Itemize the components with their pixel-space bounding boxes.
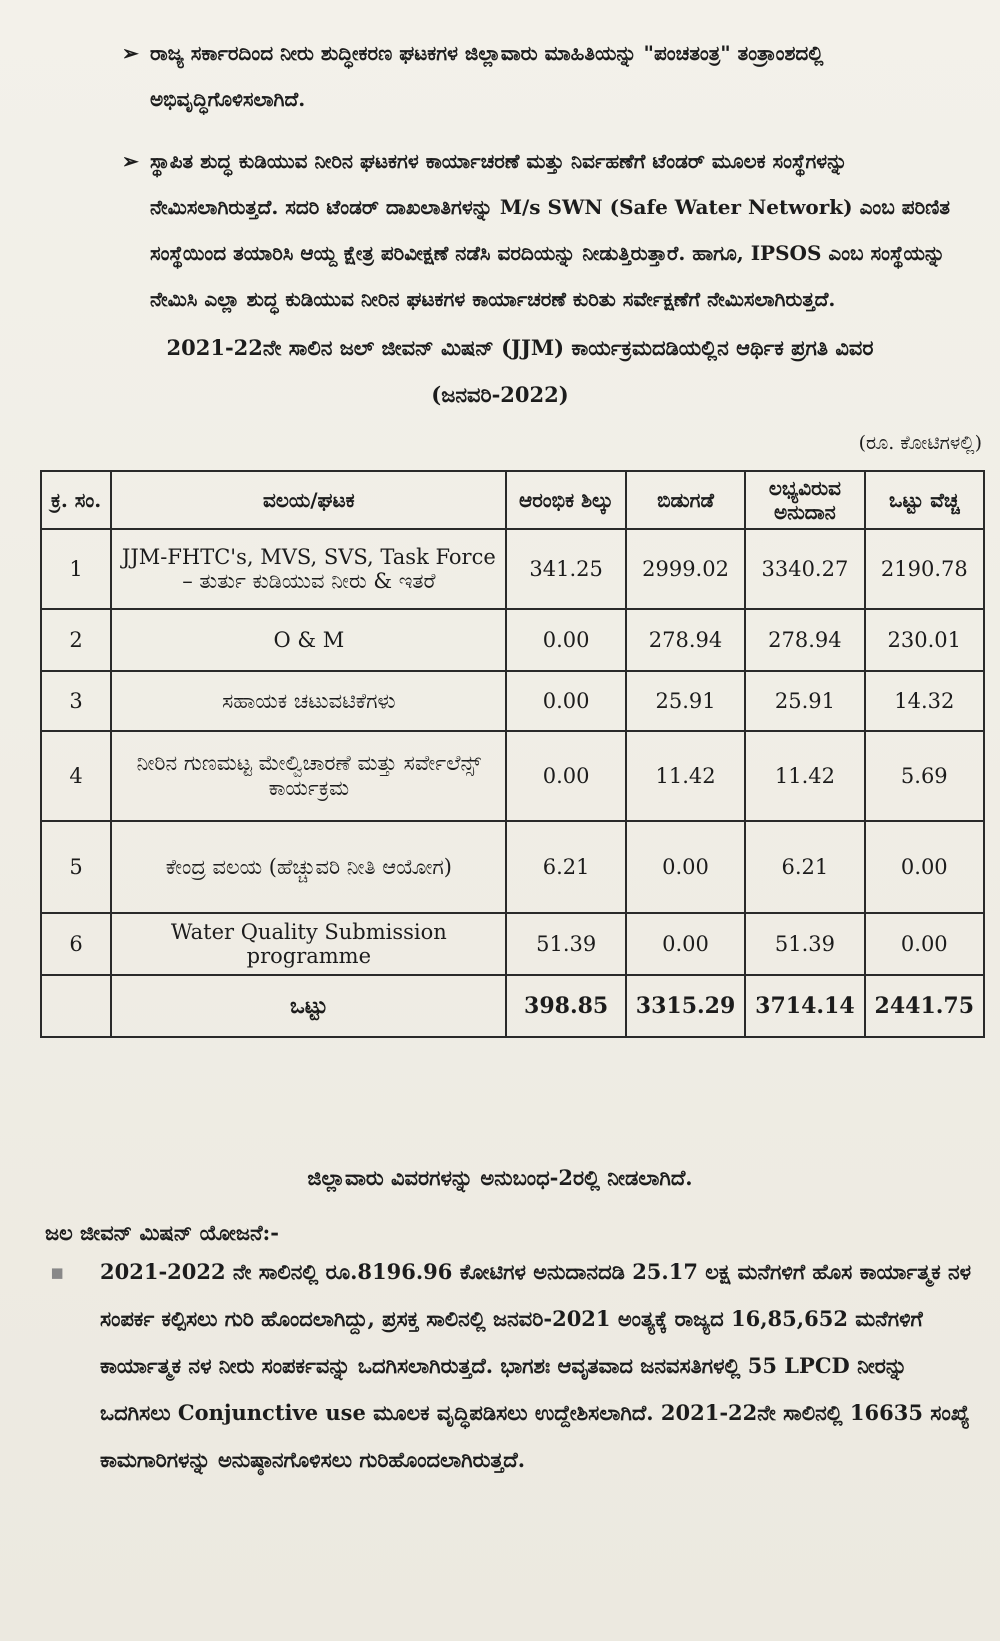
cell-sl-no: 1 xyxy=(41,529,111,609)
cell-total-expenditure: 14.32 xyxy=(865,671,984,731)
financial-progress-table xyxy=(40,470,985,1038)
cell-total-expenditure: 2190.78 xyxy=(865,529,984,609)
cell-available-grant: 278.94 xyxy=(745,609,864,671)
cell-available-grant: 25.91 xyxy=(745,671,864,731)
cell-sector: ನೀರಿನ ಗುಣಮಟ್ಟ ಮೇಲ್ವಿಚಾರಣೆ ಮತ್ತು ಸರ್ವೇಲೆನ್ಸ್ ಕಾರ್ಯಕ್ರಮ xyxy=(111,731,506,821)
square-bullet-icon: ▪ xyxy=(50,1259,65,1284)
table-total-row xyxy=(41,975,984,1037)
header-sector: ವಲಯ/ಘಟಕ xyxy=(111,471,506,529)
header-opening-balance: ಆರಂಭಿಕ ಶಿಲ್ಕು xyxy=(506,471,625,529)
cell-sector: O & M xyxy=(111,609,506,671)
header-total-expenditure: ಒಟ್ಟು ವೆಚ್ಚ xyxy=(865,471,984,529)
header-sl-no: ಕ್ರ. ಸಂ. xyxy=(41,471,111,529)
cell-sl-no xyxy=(41,975,111,1037)
cell-total-expenditure: 5.69 xyxy=(865,731,984,821)
table-subheading: (ಜನವರಿ-2022) xyxy=(431,382,569,407)
cell-sector: Water Quality Submission programme xyxy=(111,913,506,975)
arrow-bullet-icon: ➢ xyxy=(122,41,139,65)
bullet-item xyxy=(122,30,980,122)
cell-release: 0.00 xyxy=(626,821,745,913)
cell-release: 278.94 xyxy=(626,609,745,671)
cell-release: 2999.02 xyxy=(626,529,745,609)
table-row xyxy=(41,731,984,821)
cell-opening-balance: 0.00 xyxy=(506,609,625,671)
cell-available-grant: 11.42 xyxy=(745,731,864,821)
arrow-bullet-icon: ➢ xyxy=(122,149,139,173)
table-row xyxy=(41,671,984,731)
cell-release: 11.42 xyxy=(626,731,745,821)
cell-sl-no: 4 xyxy=(41,731,111,821)
cell-total-expenditure: 0.00 xyxy=(865,913,984,975)
section-title: ಜಲ ಜೀವನ್ ಮಿಷನ್ ಯೋಜನೆ:- xyxy=(45,1220,280,1245)
bullet-text: ರಾಜ್ಯ ಸರ್ಕಾರದಿಂದ ನೀರು ಶುದ್ಧೀಕರಣ ಘಟಕಗಳ ಜಿಲ್ಲಾವಾರು ಮಾಹಿತಿಯನ್ನು "ಪಂಚತಂತ್ರ" ತಂತ್ರಾಂಶದಲ್ಲಿ ಅಭಿವೃದ್ಧಿಗೊಳಿಸಲಾಗಿದೆ. xyxy=(150,41,824,111)
cell-opening-balance: 0.00 xyxy=(506,671,625,731)
cell-sector: ಸಹಾಯಕ ಚಟುವಟಿಕೆಗಳು xyxy=(111,671,506,731)
table-heading: 2021-22ನೇ ಸಾಲಿನ ಜಲ್ ಜೀವನ್ ಮಿಷನ್ (JJM) ಕಾರ್ಯಕ್ರಮದಡಿಯಲ್ಲಿನ ಆರ್ಥಿಕ ಪ್ರಗತಿ ವಿವರ xyxy=(166,335,874,360)
cell-sl-no: 6 xyxy=(41,913,111,975)
cell-opening-balance: 0.00 xyxy=(506,731,625,821)
cell-available-grant: 51.39 xyxy=(745,913,864,975)
cell-total-opening-balance: 398.85 xyxy=(506,975,625,1037)
cell-total-expenditure: 0.00 xyxy=(865,821,984,913)
cell-release: 25.91 xyxy=(626,671,745,731)
table-row xyxy=(41,609,984,671)
cell-release: 0.00 xyxy=(626,913,745,975)
cell-total-label: ಒಟ್ಟು xyxy=(111,975,506,1037)
cell-total-available-grant: 3714.14 xyxy=(745,975,864,1037)
bullet-item xyxy=(122,138,980,322)
unit-label: (ರೂ. ಕೋಟಿಗಳಲ್ಲಿ) xyxy=(858,432,982,454)
cell-opening-balance: 51.39 xyxy=(506,913,625,975)
cell-sl-no: 3 xyxy=(41,671,111,731)
cell-sl-no: 5 xyxy=(41,821,111,913)
table-header-row xyxy=(41,471,984,529)
paragraph-text: 2021-2022 ನೇ ಸಾಲಿನಲ್ಲಿ ರೂ.8196.96 ಕೋಟಿಗಳ ಅನುದಾನದಡಿ 25.17 ಲಕ್ಷ ಮನೆಗಳಿಗೆ ಹೊಸ ಕಾರ್ಯಾತ್ಮಕ ನಳ ಸಂಪರ್ಕ ಕಲ್ಪಿಸಲು ಗುರಿ ಹೊಂದಲಾಗಿದ್ದು, ಪ್ರಸಕ್ತ ಸಾಲಿನಲ್ಲಿ ಜನವರಿ-2021 ಅಂತ್ಯಕ್ಕೆ ರಾಜ್ಯದ 16,85,652 ಮನೆಗಳಿಗೆ ಕಾರ್ಯಾತ್ಮಕ ನಳ ನೀರು ಸಂಪರ್ಕವನ್ನು ಒದಗಿಸಲಾಗಿರುತ್ತದೆ. ಭಾಗಶಃ ಆವೃತವಾದ ಜನವಸತಿಗಳಲ್ಲಿ 55 LPCD ನೀರನ್ನು ಒದಗಿಸಲು Conjunctive use ಮೂಲಕ ವೃದ್ಧಿಪಡಿಸಲು ಉದ್ದೇಶಿಸಲಾಗಿದೆ. 2021-22ನೇ ಸಾಲಿನಲ್ಲಿ 16635 ಸಂಖ್ಯೆ ಕಾಮಗಾರಿಗಳನ್ನು ಅನುಷ್ಠಾನಗೊಳಿಸಲು ಗುರಿಹೊಂದಲಾಗಿರುತ್ತದೆ. xyxy=(100,1259,972,1472)
table-row xyxy=(41,913,984,975)
cell-total-release: 3315.29 xyxy=(626,975,745,1037)
cell-total-expenditure: 230.01 xyxy=(865,609,984,671)
annexure-note: ಜಿಲ್ಲಾವಾರು ವಿವರಗಳನ್ನು ಅನುಬಂಧ-2ರಲ್ಲಿ ನೀಡಲಾಗಿದೆ. xyxy=(307,1165,693,1190)
cell-opening-balance: 6.21 xyxy=(506,821,625,913)
table-row xyxy=(41,821,984,913)
cell-sector: JJM-FHTC's, MVS, SVS, Task Force – ತುರ್ತು ಕುಡಿಯುವ ನೀರು & ಇತರೆ xyxy=(111,529,506,609)
header-available-grant: ಲಭ್ಯವಿರುವ ಅನುದಾನ xyxy=(745,471,864,529)
cell-opening-balance: 341.25 xyxy=(506,529,625,609)
cell-sector: ಕೇಂದ್ರ ವಲಯ (ಹೆಚ್ಚುವರಿ ನೀತಿ ಆಯೋಗ) xyxy=(111,821,506,913)
cell-available-grant: 6.21 xyxy=(745,821,864,913)
header-release: ಬಿಡುಗಡೆ xyxy=(626,471,745,529)
bullet-text: ಸ್ಥಾಪಿತ ಶುದ್ಧ ಕುಡಿಯುವ ನೀರಿನ ಘಟಕಗಳ ಕಾರ್ಯಾಚರಣೆ ಮತ್ತು ನಿರ್ವಹಣೆಗೆ ಟೆಂಡರ್ ಮೂಲಕ ಸಂಸ್ಥೆಗಳನ್ನು ನೇಮಿಸಲಾಗಿರುತ್ತದೆ. ಸದರಿ ಟೆಂಡರ್ ದಾಖಲಾತಿಗಳನ್ನು M/s SWN (Safe Water Network) ಎಂಬ ಪರಿಣಿತ ಸಂಸ್ಥೆಯಿಂದ ತಯಾರಿಸಿ ಆಯ್ದ ಕ್ಷೇತ್ರ ಪರಿವೀಕ್ಷಣೆ ನಡೆಸಿ ವರದಿಯನ್ನು ನೀಡುತ್ತಿರುತ್ತಾರೆ. ಹಾಗೂ, IPSOS ಎಂಬ ಸಂಸ್ಥೆಯನ್ನು ನೇಮಿಸಿ ಎಲ್ಲಾ ಶುದ್ಧ ಕುಡಿಯುವ ನೀರಿನ ಘಟಕಗಳ ಕಾರ್ಯಾಚರಣೆ ಕುರಿತು ಸರ್ವೇಕ್ಷಣೆಗೆ ನೇಮಿಸಲಾಗಿರುತ್ತದೆ. xyxy=(150,149,950,311)
mission-paragraph xyxy=(50,1248,980,1483)
cell-sl-no: 2 xyxy=(41,609,111,671)
table-row xyxy=(41,529,984,609)
cell-available-grant: 3340.27 xyxy=(745,529,864,609)
cell-total-expenditure: 2441.75 xyxy=(865,975,984,1037)
